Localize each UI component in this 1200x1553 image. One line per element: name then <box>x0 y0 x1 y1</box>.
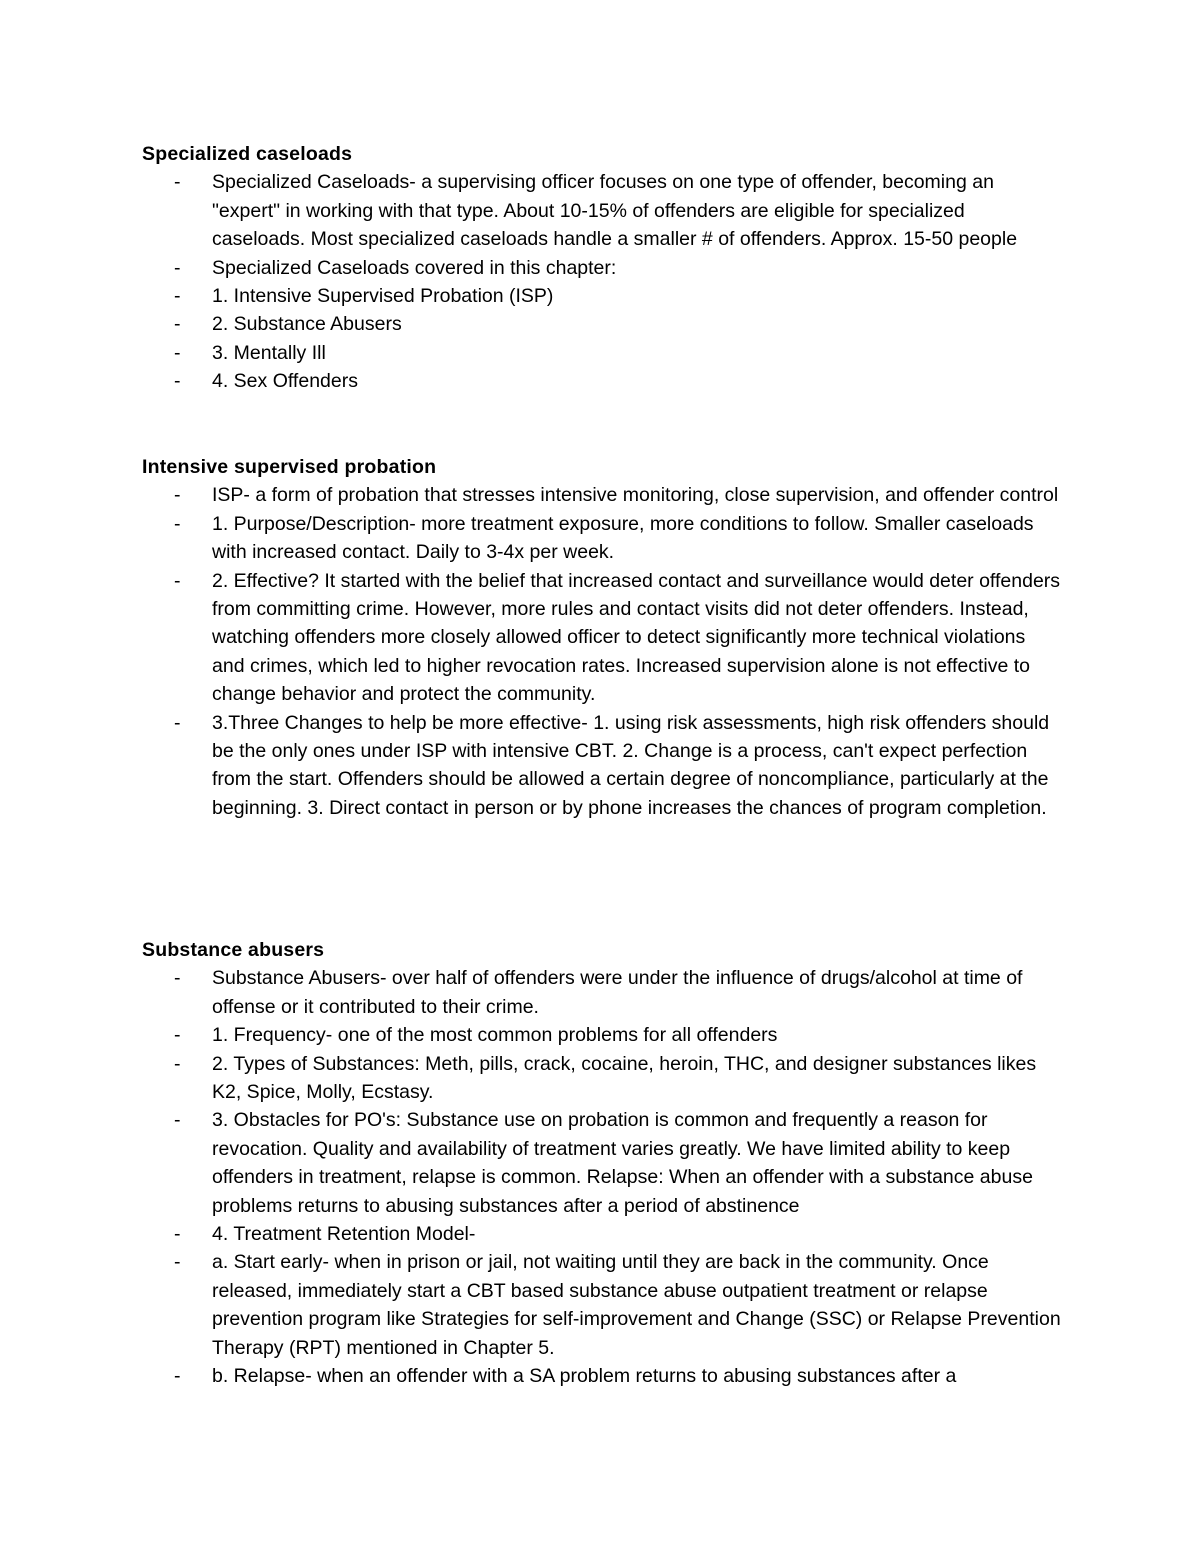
bullet-dash: - <box>174 313 181 336</box>
bullet-dash: - <box>174 256 181 279</box>
bullet-dash: - <box>174 285 181 308</box>
bullet-dash: - <box>174 341 181 364</box>
bullet-list <box>0 168 1200 395</box>
section-heading: Substance abusers <box>142 939 325 961</box>
bullet-dash: - <box>174 1024 181 1047</box>
list-item: - 2. Effective? It started with the belief that increased contact and surveillance would deter offenders from committing crime. However, more rules and contact visits did not deter offenders. Instead, watching offenders more closely allowed officer to detect significantly more technical violations and crimes, which led to higher revocation rates. Increased supervision alone is not effective to change behavior and protect the community. <box>0 567 1062 709</box>
list-item: - 3.Three Changes to help be more effective- 1. using risk assessments, high risk offenders should be the only ones under ISP with intensive CBT. 2. Change is a process, can't expect perfection from the start. Offenders should be allowed a certain degree of noncompliance, particularly at the beginning. 3. Direct contact in person or by phone increases the chances of program completion. <box>0 709 1062 823</box>
bullet-list <box>0 481 1200 822</box>
bullet-dash: - <box>174 1223 181 1246</box>
list-item: - ISP- a form of probation that stresses intensive monitoring, close supervision, and offender control <box>0 481 1062 509</box>
bullet-dash: - <box>174 512 181 535</box>
list-item: - 1. Intensive Supervised Probation (ISP) <box>0 282 1062 310</box>
bullet-list <box>0 964 1200 1390</box>
list-item: - 4. Sex Offenders <box>0 367 1062 395</box>
list-item: - 1. Purpose/Description- more treatment exposure, more conditions to follow. Smaller caseloads with increased contact. Daily to 3-4x per week. <box>0 510 1062 567</box>
list-item: - 2. Substance Abusers <box>0 310 1062 338</box>
bullet-dash: - <box>174 967 181 990</box>
list-item: - 3. Obstacles for PO's: Substance use on probation is common and frequently a reason for revocation. Quality and availability of treatment varies greatly. We have limited ability to keep offenders in treatment, relapse is common. Relapse: When an offender with a substance abuse problems returns to abusing substances after a period of abstinence <box>0 1106 1062 1220</box>
bullet-dash: - <box>174 171 181 194</box>
bullet-dash: - <box>174 711 181 734</box>
list-item: - Specialized Caseloads covered in this chapter: <box>0 254 1062 282</box>
list-item: - 1. Frequency- one of the most common problems for all offenders <box>0 1021 1062 1049</box>
list-item: - a. Start early- when in prison or jail, not waiting until they are back in the community. Once released, immediately start a CBT based substance abuse outpatient treatment or relapse prevention program like Strategies for self-improvement and Change (SSC) or Relapse Prevention Therapy (RPT) mentioned in Chapter 5. <box>0 1248 1062 1362</box>
list-item: - Specialized Caseloads- a supervising officer focuses on one type of offender, becoming an "expert" in working with that type. About 10-15% of offenders are eligible for specialized caseloads. Most specialized caseloads handle a smaller # of offenders. Approx. 15-50 people <box>0 168 1062 253</box>
section-heading: Intensive supervised probation <box>142 456 437 478</box>
list-item: - b. Relapse- when an offender with a SA problem returns to abusing substances after a <box>0 1362 1062 1390</box>
list-item: - Substance Abusers- over half of offenders were under the influence of drugs/alcohol at time of offense or it contributed to their crime. <box>0 964 1062 1021</box>
bullet-dash: - <box>174 1109 181 1132</box>
bullet-dash: - <box>174 370 181 393</box>
list-item: - 2. Types of Substances: Meth, pills, crack, cocaine, heroin, THC, and designer substances likes K2, Spice, Molly, Ecstasy. <box>0 1050 1062 1107</box>
bullet-dash: - <box>174 1052 181 1075</box>
bullet-dash: - <box>174 1251 181 1274</box>
list-item: - 4. Treatment Retention Model- <box>0 1220 1062 1248</box>
bullet-dash: - <box>174 569 181 592</box>
section-heading: Specialized caseloads <box>142 143 353 165</box>
bullet-dash: - <box>174 484 181 507</box>
list-item: - 3. Mentally Ill <box>0 339 1062 367</box>
bullet-dash: - <box>174 1365 181 1388</box>
